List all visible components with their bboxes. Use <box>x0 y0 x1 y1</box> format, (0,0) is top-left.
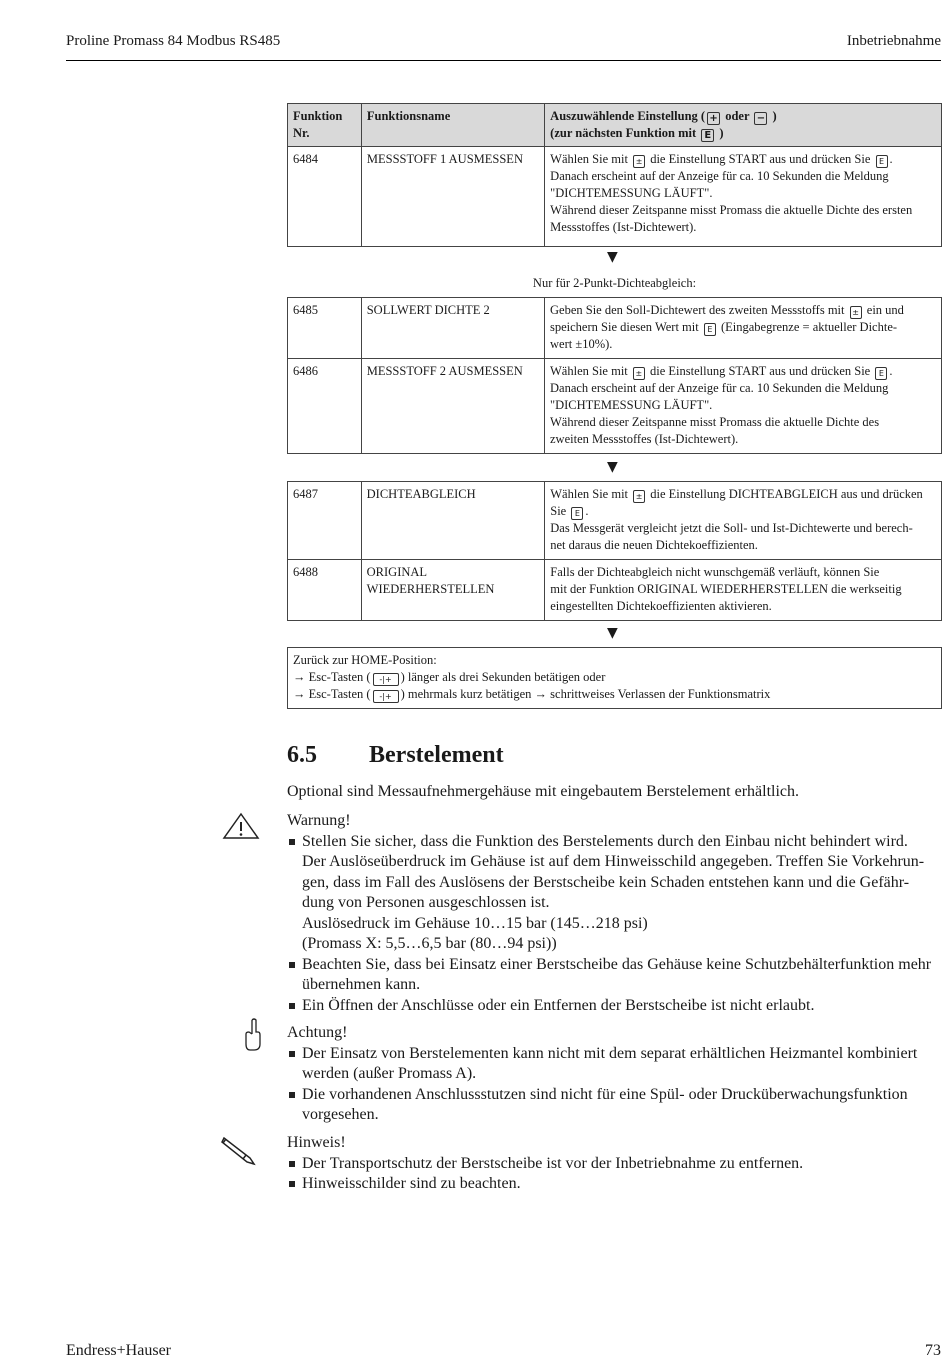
header-rule <box>66 60 941 61</box>
esc-keys-icon: -|+ <box>373 673 399 686</box>
table-header-row <box>288 104 942 147</box>
down-triangle-icon: ▼ <box>607 249 618 265</box>
down-triangle-icon: ▼ <box>607 459 618 475</box>
table-row <box>288 147 942 247</box>
table-row <box>288 298 942 359</box>
col-header-name: Funktionsname <box>361 104 544 147</box>
cell-name: SOLLWERT DICHTE 2 <box>361 298 544 359</box>
list-item: Die vorhandenen Anschlussstutzen sind nicht für eine Spül- oder Drucküberwachungsfunktion vorgesehen. <box>287 1085 947 1126</box>
page-number: 73 <box>925 1342 941 1359</box>
esc-keys-icon: -|+ <box>373 690 399 703</box>
cell-setting: Wählen Sie mit ± die Einstellung DICHTEABGLEICH aus und drücken Sie E . Das Messgerät vergleicht jetzt die Soll- und Ist-Dichtewerte und berech- net daraus die neuen Dichtekoeffizienten. <box>545 482 942 560</box>
function-table-3 <box>287 481 942 621</box>
table-row <box>288 560 942 621</box>
warning-title: Warnung! <box>287 812 351 829</box>
hand-pointing-icon <box>244 1018 264 1052</box>
table-row <box>288 482 942 560</box>
cell-setting: Wählen Sie mit ± die Einstellung START aus und drücken Sie E . Danach erscheint auf der Anzeige für ca. 10 Sekunden die Meldung "DICHTEMESSUNG LÄUFT". Während dieser Zeitspanne misst Promass die aktuelle Dichte des ersten Messstoffes (Ist-Dichtewert). <box>545 147 942 247</box>
pencil-icon <box>220 1134 258 1166</box>
section-number: 6.5 <box>287 742 317 768</box>
list-item: Der Transportschutz der Berstscheibe ist vor der Inbetriebnahme zu entfernen. <box>287 1154 947 1175</box>
enter-key-icon: E <box>571 507 583 520</box>
table-row <box>288 359 942 454</box>
plus-minus-keys-icon: ± <box>633 155 645 168</box>
two-point-note: Nur für 2-Punkt-Dichteabgleich: <box>532 276 697 290</box>
list-item: Der Einsatz von Berstelementen kann nicht mit dem separat erhältlichen Heizmantel kombiniert werden (außer Promass A). <box>287 1044 947 1085</box>
plus-minus-keys-icon: ± <box>633 367 645 380</box>
list-item: Ein Öffnen der Anschlüsse oder ein Entfernen der Berstscheibe ist nicht erlaubt. <box>287 996 947 1017</box>
list-item: Hinweisschilder sind zu beachten. <box>287 1174 947 1195</box>
cell-setting: Geben Sie den Soll-Dichtewert des zweiten Messstoffs mit ± ein und speichern Sie diesen Wert mit E (Eingabegrenze = aktueller Dichte- wert ±10%). <box>545 298 942 359</box>
cell-name: DICHTEABGLEICH <box>361 482 545 560</box>
home-position-box <box>287 647 942 709</box>
plus-minus-keys-icon: ± <box>850 306 862 319</box>
footer-brand: Endress+Hauser <box>66 1342 171 1359</box>
enter-key-icon: E <box>704 323 716 336</box>
note-block <box>287 1133 947 1195</box>
cell-nr: 6488 <box>288 560 362 621</box>
plus-minus-keys-icon: ± <box>633 490 645 503</box>
header-section: Inbetriebnahme <box>846 33 941 49</box>
caution-title: Achtung! <box>287 1024 348 1041</box>
list-item: Stellen Sie sicher, dass die Funktion des Berstelements durch den Einbau nicht behindert wird. Der Auslöseüberdruck im Gehäuse ist auf dem Hinweisschild angegeben. Treffen Sie Vorkehrun- gen, dass im Fall des Auslösens der Berstscheibe kein Schaden entstehen kann und die Gefähr- dung von Personen ausgeschlossen ist. Auslösedruck im Gehäuse 10…15 bar (145…218 psi) (Promass X: 5,5…6,5 bar (80…94 psi)) <box>287 832 947 955</box>
section-intro: Optional sind Messaufnehmergehäuse mit eingebautem Berstelement erhältlich. <box>287 783 799 800</box>
cell-nr: 6484 <box>288 147 362 247</box>
cell-nr: 6486 <box>288 359 362 454</box>
cell-setting: Wählen Sie mit ± die Einstellung START aus und drücken Sie E . Danach erscheint auf der Anzeige für ca. 10 Sekunden die Meldung "DICHTEMESSUNG LÄUFT". Während dieser Zeitspanne misst Promass die aktuelle Dichte des zweiten Messstoffes (Ist-Dichtewert). <box>545 359 942 454</box>
home-line-1: → Esc-Tasten ( -|+ ) länger als drei Sekunden betätigen oder <box>293 670 606 684</box>
function-table-1 <box>287 103 942 247</box>
minus-key-icon: − <box>754 112 767 125</box>
function-table-2 <box>287 297 942 454</box>
enter-key-icon: E <box>875 367 887 380</box>
cell-nr: 6485 <box>288 298 362 359</box>
cell-setting: Falls der Dichteabgleich nicht wunschgemäß verläuft, können Sie mit der Funktion ORIGINAL WIEDERHERSTELLEN die werkseitig eingestellten Dichtekoeffizienten aktivieren. <box>545 560 942 621</box>
warning-block <box>287 811 947 1016</box>
caution-block <box>287 1023 947 1126</box>
list-item: Beachten Sie, dass bei Einsatz einer Berstscheibe das Gehäuse keine Schutzbehälterfunktion mehr übernehmen kann. <box>287 955 947 996</box>
col-header-setting: Auszuwählende Einstellung ( + oder − ) (zur nächsten Funktion mit E ) <box>545 104 942 147</box>
col-header-nr: Funktion Nr. <box>288 104 362 147</box>
down-triangle-icon: ▼ <box>607 625 618 641</box>
plus-key-icon: + <box>707 112 720 125</box>
cell-nr: 6487 <box>288 482 362 560</box>
note-title: Hinweis! <box>287 1134 346 1151</box>
warning-triangle-icon <box>222 812 260 840</box>
cell-name: ORIGINAL WIEDERHERSTELLEN <box>361 560 545 621</box>
enter-key-icon: E <box>876 155 888 168</box>
enter-key-icon: E <box>701 129 714 142</box>
section-title: Berstelement <box>369 742 504 768</box>
cell-name: MESSSTOFF 2 AUSMESSEN <box>361 359 544 454</box>
header-title: Proline Promass 84 Modbus RS485 <box>66 33 281 49</box>
cell-name: MESSSTOFF 1 AUSMESSEN <box>361 147 544 247</box>
home-line-2: → Esc-Tasten ( -|+ ) mehrmals kurz betätigen → schrittweises Verlassen der Funktionsmatrix <box>293 687 771 701</box>
home-title: Zurück zur HOME-Position: <box>293 653 437 667</box>
